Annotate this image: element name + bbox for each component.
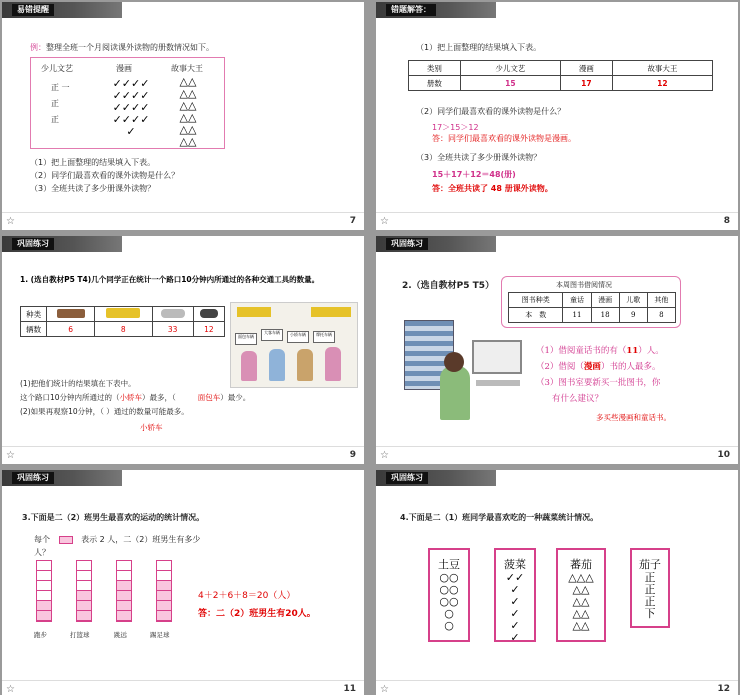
bar-cell [157, 561, 171, 571]
bus-icon [106, 308, 140, 318]
bar-cell [157, 601, 171, 611]
bar-cell [117, 571, 131, 581]
slide-footer: ☆ 11 [2, 680, 364, 695]
slide-header: 巩固练习 [376, 470, 496, 486]
bar-cell [117, 561, 131, 571]
legend-box [59, 536, 73, 544]
vegetable-card-potato: 土豆 ○○ ○○ ○○ ○ ○ [428, 548, 470, 642]
example-line: 例：整理全班一个月阅读课外读物的册数情况如下。 [30, 43, 214, 52]
slide-10[interactable]: 巩固练习 2.（选自教材P5 T5） 本周图书借阅情况 图书种类 童话 漫画 儿歌 其他 本 数 11 18 9 8 （1）借阅童话书的有（11）人。 （2）借阅（漫画）书的人最多。 （3）图书室要新买一批图书，你 有什么建议？ 多买些漫画和童话书。 ☆ 10 [376, 236, 738, 464]
triangles: △△ △△ △△ △△ △△ △△ [179, 75, 197, 148]
slide-header: 巩固练习 [2, 236, 122, 252]
bar-cell [157, 571, 171, 581]
sport-bar [116, 560, 132, 622]
bar-cell [77, 611, 91, 621]
slide-7[interactable]: 易错提醒 例：整理全班一个月阅读课外读物的册数情况如下。 少儿文艺 漫画 故事大王 正 一 正 正 ✓✓✓✓ ✓✓✓✓ ✓✓✓✓ ✓✓✓✓ ✓ △△ △△ △△ △△ △△ △△ （1）把上面整理的结果填入下表。 （2）同学们最喜欢看的课外读物是什么？ （3）全班共读了多少册课外读物？ ☆ 7 [2, 2, 364, 230]
q1b-line: 这个路口10分钟内所通过的（小轿车）最多，（ 面包车）最少。 [20, 393, 251, 402]
vegetable-card-spinach: 菠菜 ✓✓ ✓ ✓ ✓ ✓ ✓ [494, 548, 536, 642]
bar-cell [77, 571, 91, 581]
bar-cell [157, 611, 171, 621]
q1-line: （1）借阅童话书的有（11）人。 [536, 346, 664, 356]
sport-bar [76, 560, 92, 622]
sport-bar [156, 560, 172, 622]
bar-cell [77, 601, 91, 611]
library-illustration [400, 320, 530, 420]
bar-cell [117, 591, 131, 601]
legend-line: 每个 表示 2 人，二（2）班男生有多少 [34, 535, 201, 544]
bar-cell [37, 591, 51, 601]
bar-cell [157, 591, 171, 601]
vegetable-card-eggplant: 茄子 正 正 正 下 [630, 548, 670, 628]
tally-box: 少儿文艺 漫画 故事大王 正 一 正 正 ✓✓✓✓ ✓✓✓✓ ✓✓✓✓ ✓✓✓✓ ✓ △△ △△ △△ △△ △△ △△ [30, 57, 225, 149]
slide-12[interactable]: 巩固练习 4.下面是二（1）班同学最喜欢吃的一种蔬菜统计情况。 土豆 ○○ ○○ ○○ ○ ○ 菠菜 ✓✓ ✓ ✓ ✓ ✓ ✓ 蕃茄 △△△ △△ △△ △△ △△ 茄子 正 正 正 下 ☆ 12 [376, 470, 738, 695]
motorcycle-icon [200, 309, 218, 318]
bar-cell [117, 581, 131, 591]
checks: ✓✓✓✓ ✓✓✓✓ ✓✓✓✓ ✓✓✓✓ ✓ [112, 77, 150, 138]
slide-footer: ☆ 7 [2, 212, 364, 230]
bar-cell [37, 571, 51, 581]
slide-header: 错题解答： [376, 2, 496, 18]
slide-11[interactable]: 巩固练习 3.下面是二（2）班男生最喜欢的运动的统计情况。 每个 表示 2 人，二（2）班男生有多少 人？ 跑步 打篮球 跳远 踢足球 4＋2＋6＋8＝20（人） 答：二（2）班男生有20人。 ☆ 11 [2, 470, 364, 695]
bar-cell [77, 581, 91, 591]
exercise-title: 1. (选自教材P5 T4)几个同学正在统计一个路口10分钟内所通过的各种交通工具的数量。 [20, 275, 320, 284]
sport-bar [36, 560, 52, 622]
bar-cell [77, 561, 91, 571]
slide-8[interactable]: 错题解答： （1）把上面整理的结果填入下表。 类别 少儿文艺 漫画 故事大王 册数 15 17 12 （2）同学们最喜欢看的课外读物是什么？ 17＞15＞12 答：同学们最喜欢看的课外读物是漫画。 （3）全班共读了多少册课外读物？ 15＋17＋12＝48(册) 答：全班共读了 48 册课外读物。 ☆ 8 [376, 2, 738, 230]
traffic-table: 种类 辆数 6 8 33 12 [20, 306, 225, 337]
traffic-illustration: 面包车辆 大客车辆 小轿车辆 摩托车辆 [230, 302, 358, 388]
bar-cell [77, 591, 91, 601]
bar-cell [37, 561, 51, 571]
slide-header: 易错提醒 [2, 2, 122, 18]
slide-footer: ☆ 8 [376, 212, 738, 230]
board: 本周图书借阅情况 图书种类 童话 漫画 儿歌 其他 本 数 11 18 9 8 [501, 276, 681, 328]
slide-footer: ☆ 12 [376, 680, 738, 695]
bar-cell [157, 581, 171, 591]
q2-line: （2）借阅（漫画）书的人最多。 [536, 362, 661, 372]
car-icon [57, 309, 85, 318]
vegetable-card-tomato: 蕃茄 △△△ △△ △△ △△ △△ [556, 548, 606, 642]
bar-cell [117, 601, 131, 611]
bar-cell [37, 601, 51, 611]
slide-footer: ☆ 10 [376, 446, 738, 464]
slide-header: 巩固练习 [376, 236, 496, 252]
sedan-icon [161, 309, 185, 318]
slide-9[interactable]: 巩固练习 1. (选自教材P5 T4)几个同学正在统计一个路口10分钟内所通过的各种交通工具的数量。 种类 辆数 6 8 33 12 面包车辆 大客车辆 小轿车辆 摩托车辆 (1)把他们统计的结果填在下表中。 这个路口10分钟内所通过的（小轿车）最多，（ 面包车）最少。 (2)如果再观察10分钟，（ ）通过的数量可能最多。 小轿车 ☆ 9 [2, 236, 364, 464]
result-table: 类别 少儿文艺 漫画 故事大王 册数 15 17 12 [408, 60, 713, 91]
slide-footer: ☆ 9 [2, 446, 364, 464]
bar-cell [37, 611, 51, 621]
slide-header: 巩固练习 [2, 470, 122, 486]
bar-cell [117, 611, 131, 621]
bar-cell [37, 581, 51, 591]
